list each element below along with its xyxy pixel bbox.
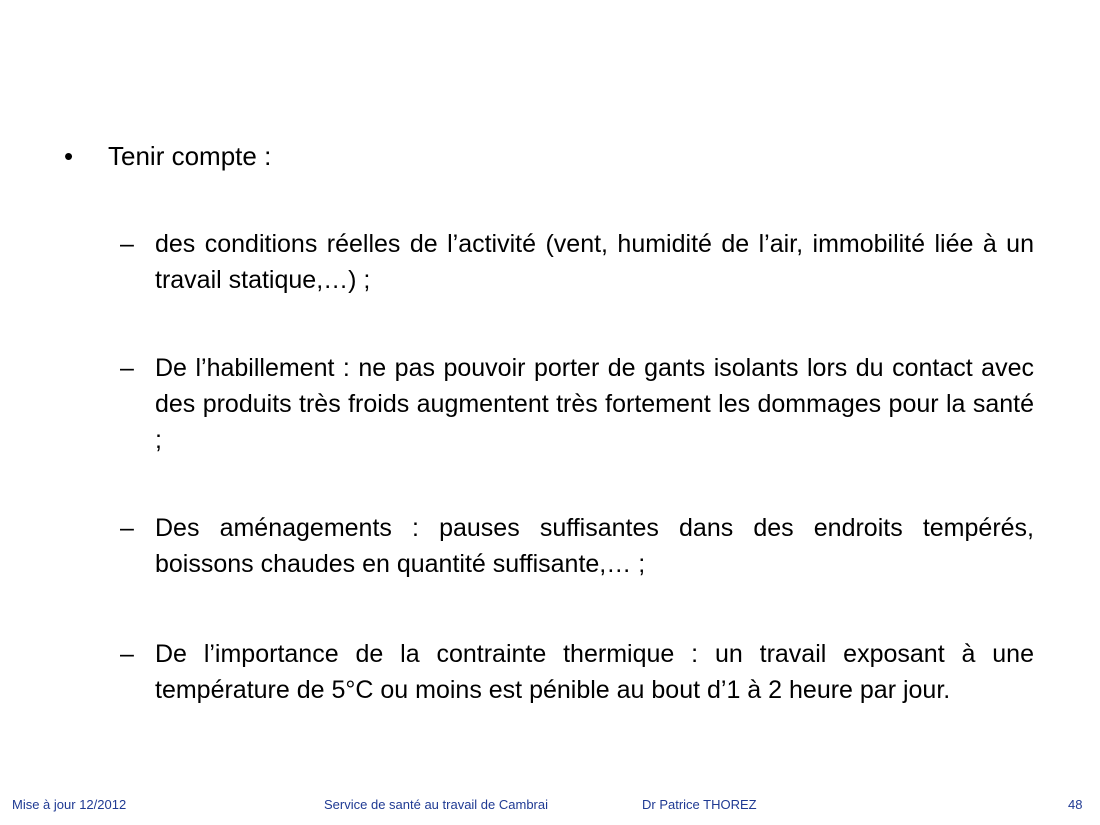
bullet-icon: • [64, 141, 74, 171]
footer-service: Service de santé au travail de Cambrai [324, 797, 549, 812]
footer-update-date: Mise à jour 12/2012 [12, 797, 127, 812]
sub-item-text: des conditions réelles de l’activité (vent, humidité de l’air, immobilité liée à un travail statique,…) ; [155, 230, 1034, 294]
sub-item-habillement [120, 350, 1034, 458]
sub-item-text: De l’importance de la contrainte thermique : un travail exposant à une température de 5°C ou moins est pénible au bout d’1 à 2 heure par jour. [155, 640, 1034, 704]
dash-icon: – [120, 354, 134, 382]
footer-author: Dr Patrice THOREZ [642, 797, 757, 812]
sub-item-contrainte [120, 636, 1034, 708]
dash-icon: – [120, 514, 134, 542]
sub-item-amenagements [120, 510, 1034, 582]
main-bullet [64, 138, 271, 174]
bullet-heading: Tenir compte : [108, 141, 272, 171]
sub-item-conditions [120, 226, 1034, 298]
footer-page-number: 48 [1068, 797, 1083, 812]
dash-icon: – [120, 640, 134, 668]
sub-item-text: De l’habillement : ne pas pouvoir porter de gants isolants lors du contact avec des produits très froids augmentent très fortement les dommages pour la santé ; [155, 354, 1034, 454]
sub-item-text: Des aménagements : pauses suffisantes dans des endroits tempérés, boissons chaudes en quantité suffisante,… ; [155, 514, 1034, 578]
dash-icon: – [120, 230, 134, 258]
